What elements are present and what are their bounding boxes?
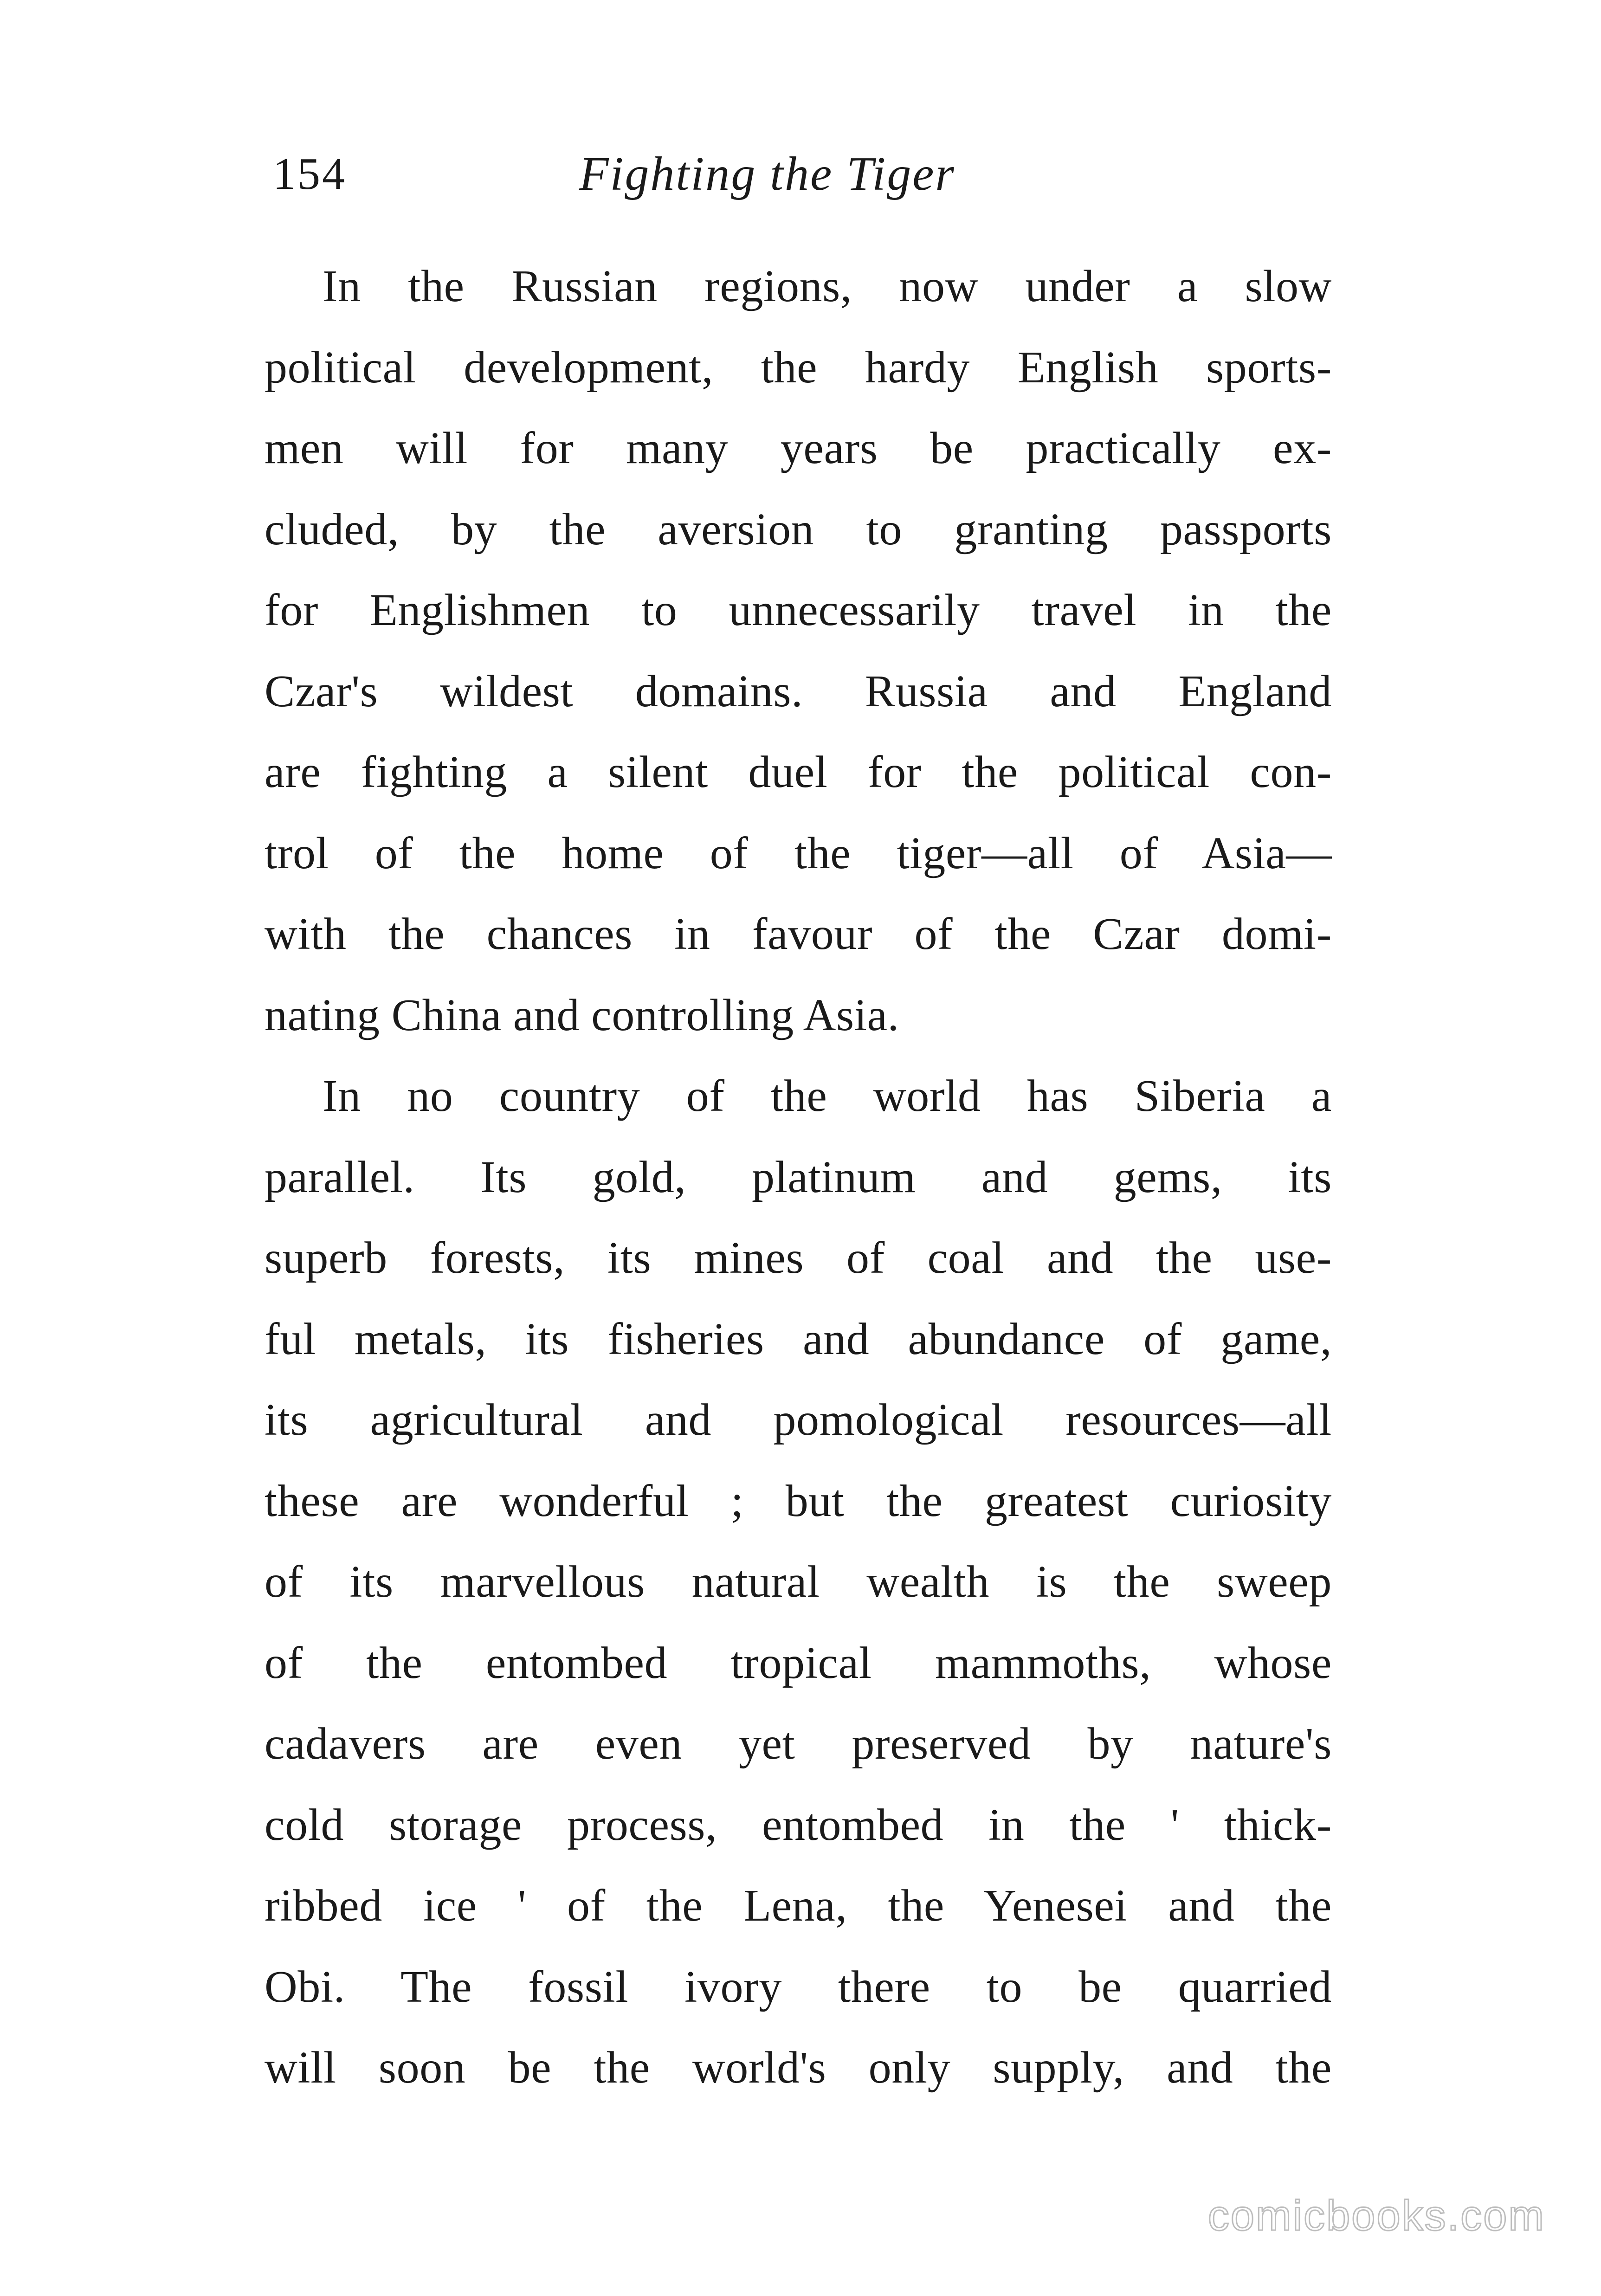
text-line: will soon be the world's only supply, and the: [265, 2043, 1332, 2093]
text-line: In the Russian regions, now under a slow: [323, 261, 1332, 311]
text-line: ful metals, its fisheries and abundance of game,: [265, 1314, 1332, 1364]
text-line: ribbed ice ' of the Lena, the Yenesei and the: [265, 1881, 1332, 1931]
text-line: with the chances in favour of the Czar domi-: [265, 909, 1332, 959]
text-line: In no country of the world has Siberia a: [323, 1071, 1332, 1121]
paragraph-2: [265, 1056, 1332, 2109]
text-line: are fighting a silent duel for the political con-: [265, 747, 1332, 797]
text-line: these are wonderful ; but the greatest curiosity: [265, 1476, 1332, 1526]
body-text: [265, 246, 1332, 2109]
text-line: Obi. The fossil ivory there to be quarried: [265, 1961, 1332, 2012]
text-line: men will for many years be practically ex-: [265, 423, 1332, 473]
text-line: of its marvellous natural wealth is the sweep: [265, 1557, 1332, 1607]
text-line: of the entombed tropical mammoths, whose: [265, 1638, 1332, 1688]
text-line: its agricultural and pomological resources—all: [265, 1395, 1332, 1445]
text-line: parallel. Its gold, platinum and gems, its: [265, 1152, 1332, 1202]
text-line: nating China and controlling Asia.: [265, 990, 899, 1040]
running-head: [273, 139, 1340, 209]
watermark: comicbooks.com: [1207, 2192, 1545, 2239]
paragraph-1: [265, 246, 1332, 1056]
page-number: 154: [273, 149, 347, 199]
text-line: superb forests, its mines of coal and the use-: [265, 1233, 1332, 1283]
text-line: cluded, by the aversion to granting passports: [265, 504, 1332, 555]
text-line: cadavers are even yet preserved by nature's: [265, 1719, 1332, 1769]
text-line: cold storage process, entombed in the ' thick-: [265, 1799, 1332, 1850]
running-title: Fighting the Tiger: [579, 147, 955, 200]
text-line: trol of the home of the tiger—all of Asia—: [265, 828, 1332, 878]
text-line: political development, the hardy English sports-: [265, 342, 1332, 393]
text-line: Czar's wildest domains. Russia and England: [265, 666, 1332, 716]
text-line: for Englishmen to unnecessarily travel in the: [265, 585, 1332, 635]
